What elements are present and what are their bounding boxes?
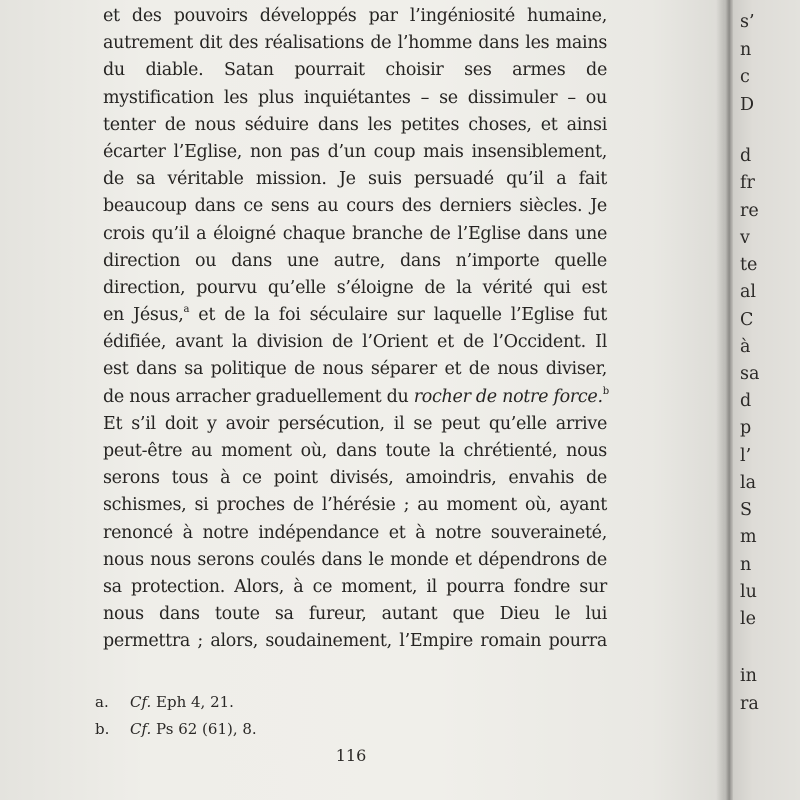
footnote-ref-a: a: [183, 304, 190, 316]
facing-fragment: ra: [740, 694, 759, 714]
text-line: nous dans toute sa fureur, autant que Dieu le lui: [103, 604, 607, 625]
text-line: beaucoup dans ce sens au cours des derniers siècles. Je: [103, 196, 607, 217]
facing-fragment: fr: [740, 173, 755, 193]
facing-fragment: la: [740, 473, 757, 493]
facing-fragment: D: [740, 95, 755, 115]
text-line: tenter de nous séduire dans les petites choses, et ainsi: [103, 114, 607, 135]
footnote-cf: Cf.: [130, 693, 152, 711]
text-line: direction, pourvu qu’elle s’éloigne de la vérité qui est: [103, 277, 607, 298]
facing-page: [733, 0, 800, 800]
text-line: peut-être au moment où, dans toute la chrétienté, nous: [103, 441, 607, 461]
text-line: [103, 302, 607, 329]
page-number: 116: [335, 746, 367, 765]
footnote-ref: Ps 62 (61), 8.: [151, 720, 257, 738]
text-fragment: de nous arracher graduellement du: [103, 386, 414, 407]
facing-fragment: C: [740, 310, 754, 330]
facing-fragment: v: [740, 228, 750, 248]
footnote-text: [130, 716, 257, 743]
facing-fragment: n: [740, 40, 752, 60]
facing-fragment: re: [740, 201, 759, 221]
text-fragment: en Jésus,: [103, 305, 184, 326]
facing-fragment: c: [740, 67, 750, 87]
body-text: [103, 3, 607, 656]
facing-fragment: lu: [740, 582, 757, 602]
facing-fragment: l’: [740, 446, 752, 466]
text-line: est dans sa politique de nous séparer et de nous diviser,: [103, 359, 607, 380]
text-line: serons tous à ce point divisés, amoindris, envahis de: [103, 468, 607, 489]
text-line: direction ou dans une autre, dans n’importe quelle: [103, 250, 607, 271]
text-line: crois qu’il a éloigné chaque branche de l’Eglise dans une: [103, 223, 607, 244]
footnote-a: [95, 689, 595, 716]
text-line: nous nous serons coulés dans le monde et dépendrons de: [103, 549, 607, 570]
facing-fragment: à: [740, 337, 751, 357]
text-line: édifiée, avant la division de l’Orient et de l’Occident. Il: [103, 332, 607, 353]
text-line: de sa véritable mission. Je suis persuadé qu’il a fait: [103, 169, 607, 190]
facing-fragment: d: [740, 146, 752, 166]
facing-fragment: al: [740, 282, 757, 302]
facing-fragment: S: [740, 500, 752, 520]
footnote-ref: Eph 4, 21.: [151, 693, 234, 711]
text-line: permettra ; alors, soudainement, l’Empire romain pourra: [103, 631, 607, 652]
text-line: écarter l’Eglise, non pas d’un coup mais insensiblement,: [103, 141, 607, 162]
facing-fragment: n: [740, 555, 752, 575]
facing-fragment: p: [740, 418, 752, 438]
text-line: schismes, si proches de l’hérésie ; au moment où, ayant: [103, 495, 607, 516]
footnote-cf: Cf.: [130, 720, 152, 738]
italic-quote: rocher de notre force.: [413, 386, 603, 407]
text-line: mystification les plus inquiétantes – se dissimuler – ou: [103, 87, 607, 108]
facing-fragment: le: [740, 609, 756, 629]
text-line: renoncé à notre indépendance et à notre souveraineté,: [103, 522, 607, 543]
facing-fragment: d: [740, 391, 752, 411]
facing-fragment: in: [740, 666, 757, 686]
facing-fragment: s’: [740, 12, 755, 32]
facing-fragment: sa: [740, 364, 760, 384]
text-fragment: et de la foi séculaire sur laquelle l’Eglise fut: [189, 305, 607, 326]
footnote-ref-b: b: [602, 385, 609, 397]
footnote-marker: a.: [95, 693, 109, 711]
facing-fragment: te: [740, 255, 758, 275]
text-line: [103, 384, 607, 411]
facing-fragment: m: [740, 527, 757, 547]
text-line: sa protection. Alors, à ce moment, il pourra fondre sur: [103, 576, 607, 597]
text-line: autrement dit des réalisations de l’homme dans les mains: [103, 33, 607, 54]
text-line: du diable. Satan pourrait choisir ses armes de: [103, 60, 607, 81]
text-line: Et s’il doit y avoir persécution, il se peut qu’elle arrive: [103, 413, 607, 434]
text-line: et des pouvoirs développés par l’ingéniosité humaine,: [103, 6, 607, 26]
footnotes: [95, 689, 595, 743]
footnote-text: [130, 689, 234, 716]
footnote-b: [95, 716, 595, 743]
footnote-marker: b.: [95, 720, 110, 738]
